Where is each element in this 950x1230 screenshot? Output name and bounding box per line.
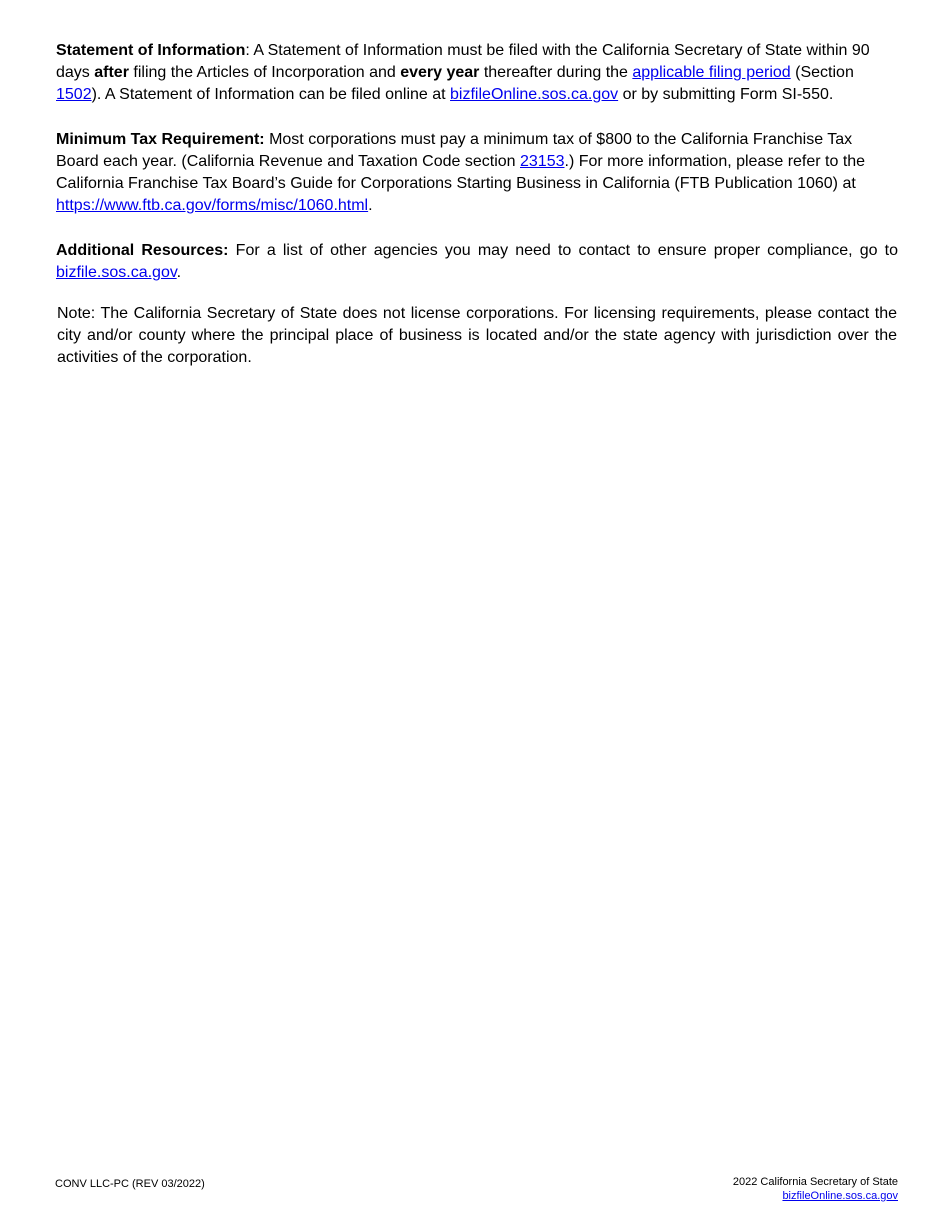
soi-text-5: ). A Statement of Information can be filed online at — [91, 86, 451, 103]
tax-text-3: . — [368, 197, 373, 214]
tax-text-2: .) For more information, please refer to the California Franchise Tax Board’s Guide for Corporations Starting Business in California (FTB Publication 1060) at — [56, 153, 866, 192]
footer-copyright: 2022 California Secretary of State — [732, 1176, 898, 1188]
soi-text-1: : A Statement of Information must be filed with the California Secretary of State within 90 days — [56, 42, 870, 81]
soi-text-3: thereafter during the — [479, 64, 633, 81]
statement-of-information-heading: Statement of Information — [56, 42, 246, 59]
soi-text-4: (Section — [790, 64, 854, 81]
additional-resources-paragraph — [56, 240, 898, 284]
additional-resources-heading: Additional Resources: — [56, 242, 229, 259]
code-23153-link[interactable]: 23153 — [520, 153, 565, 170]
note-paragraph: Note: The California Secretary of State does not license corporations. For licensing requirements, please contact the city and/or county where the principal place of business is located and/or the state agency with jurisdiction over the activities of the corporation. — [57, 305, 897, 366]
bizfile-sos-link[interactable]: bizfile.sos.ca.gov — [56, 264, 177, 281]
soi-text-2: filing the Articles of Incorporation and — [128, 64, 401, 81]
form-id: CONV LLC-PC (REV 03/2022) — [55, 1178, 205, 1190]
section-1502-link[interactable]: 1502 — [56, 86, 92, 103]
ftb-publication-link[interactable]: https://www.ftb.ca.gov/forms/misc/1060.html — [56, 197, 369, 214]
applicable-filing-period-link[interactable]: applicable filing period — [632, 64, 791, 81]
tax-text-1: Most corporations must pay a minimum tax of $800 to the California Franchise Tax Board each year. (California Revenue and Taxation Code section — [56, 131, 853, 170]
footer-site-link[interactable]: bizfileOnline.sos.ca.gov — [782, 1190, 898, 1202]
bizfile-online-link[interactable]: bizfileOnline.sos.ca.gov — [450, 86, 619, 103]
soi-text-6: or by submitting Form SI-550. — [618, 86, 834, 103]
minimum-tax-paragraph — [56, 129, 898, 217]
soi-bold-every-year: every year — [400, 64, 480, 81]
soi-bold-after: after — [94, 64, 129, 81]
minimum-tax-heading: Minimum Tax Requirement: — [56, 131, 265, 148]
statement-of-information-paragraph — [56, 40, 898, 106]
res-text-1: For a list of other agencies you may need to contact to ensure proper compliance, go to — [228, 242, 898, 259]
res-text-2: . — [176, 264, 182, 281]
footer-right — [733, 1175, 898, 1203]
